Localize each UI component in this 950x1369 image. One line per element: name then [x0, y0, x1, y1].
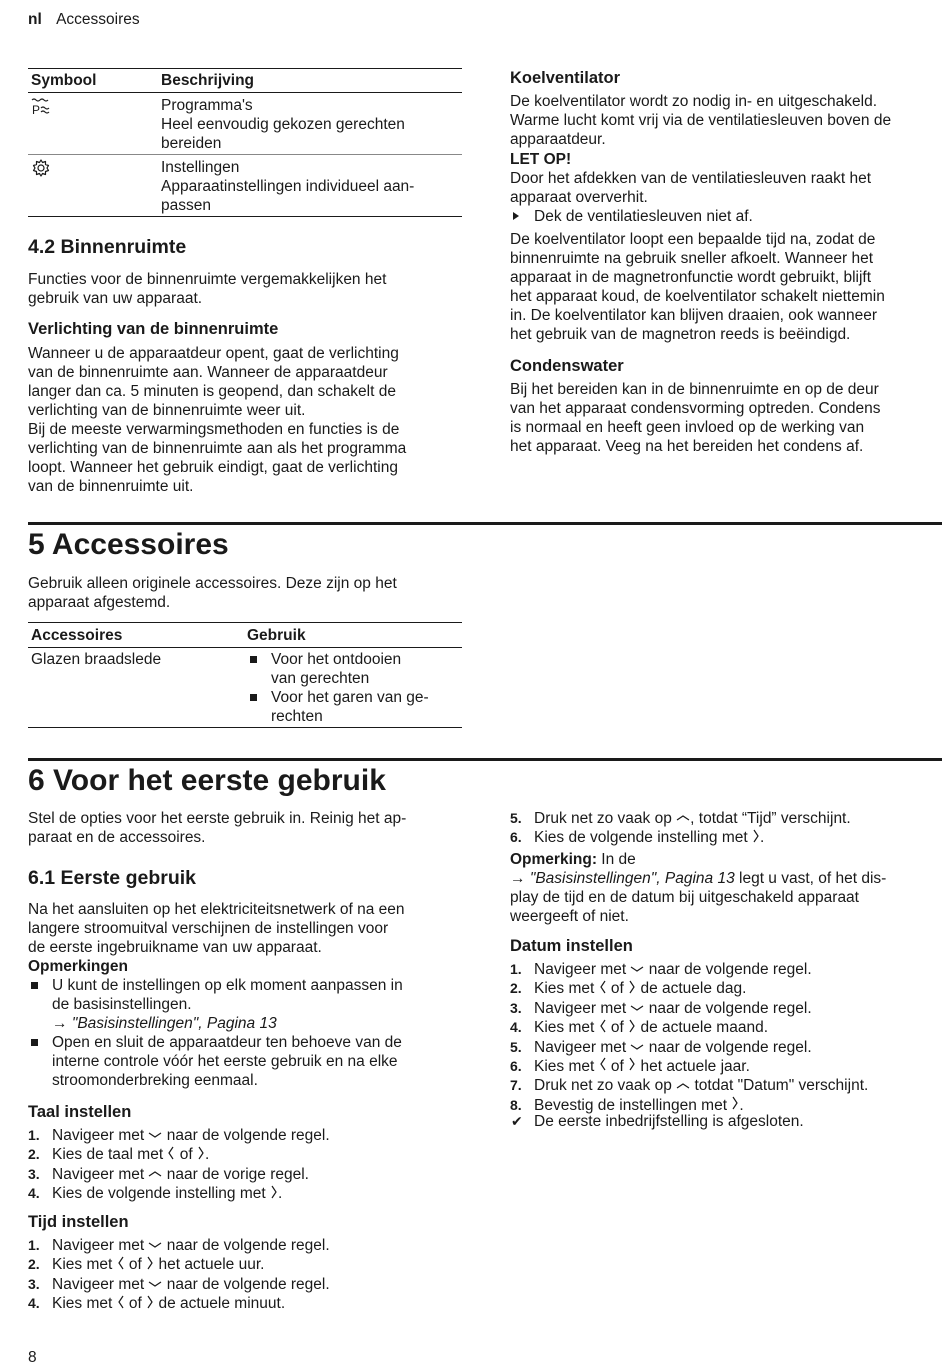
text-line: gebruik van uw apparaat. — [28, 290, 203, 307]
step-text: naar de volgende regel. — [162, 1127, 330, 1144]
text-line: De koelventilator loopt een bepaalde tijd na, zodat de — [510, 231, 876, 248]
chapter-6-rule — [28, 758, 942, 761]
condensation-text — [510, 380, 942, 456]
text-line: langer dan ca. 5 minuten is geopend, dan schakelt de — [28, 383, 396, 400]
list-item — [28, 976, 462, 1033]
step-text: of — [124, 1256, 147, 1274]
cross-reference-text: "Basisinstellingen", Pagina 13 — [71, 1015, 277, 1032]
text-line: weergeeft of niet. — [510, 908, 629, 925]
cooling-fan-heading: Koelventilator — [510, 69, 621, 87]
table-header-rule — [28, 92, 462, 93]
chapter-6-heading: 6 Voor het eerste gebruik — [28, 764, 386, 797]
text-line: Open en sluit de apparaatdeur ten behoeve van de — [52, 1034, 402, 1051]
lighting-heading: Verlichting van de binnenruimte — [28, 320, 279, 338]
step-number: 3. — [28, 1275, 40, 1292]
programs-label: Programma's — [161, 97, 253, 114]
step-text: Kies met — [534, 1019, 599, 1037]
text-line: interne controle vóór het eerste gebruik en na elke — [52, 1053, 398, 1070]
step-text: Kies met — [534, 980, 599, 998]
chevron-left-icon — [599, 980, 607, 999]
text-line: het apparaat koud, de koelventilator schakelt niettemin — [510, 288, 885, 305]
text-line: Warme lucht komt vrij via de ventilatiesleuven boven de — [510, 112, 892, 129]
cross-reference[interactable] — [52, 1014, 462, 1033]
settings-gear-icon — [31, 158, 51, 178]
chevron-right-icon — [197, 1146, 205, 1165]
caution-label: LET OP! — [510, 151, 572, 168]
chevron-down-icon — [630, 999, 644, 1018]
step-item — [510, 1018, 942, 1037]
remark-intro: In de — [596, 851, 636, 868]
step-number: 3. — [28, 1165, 40, 1182]
step-text: de actuele dag. — [636, 980, 747, 998]
remark-text: legt u vast, of het dis- — [734, 870, 887, 887]
chevron-up-icon — [676, 809, 690, 828]
step-text: de actuele minuut. — [154, 1295, 286, 1313]
text-line: langere stroomuitval verschijnen de instellingen voor — [28, 920, 389, 937]
text-line: Functies voor de binnenruimte vergemakkelijken het — [28, 271, 387, 288]
step-text: Druk net zo vaak op — [534, 810, 677, 827]
step-item — [510, 1076, 942, 1095]
chevron-left-icon — [117, 1256, 125, 1275]
row-programs — [161, 96, 461, 153]
step-text: Bevestig de instellingen met — [534, 1096, 732, 1114]
step-number: 2. — [510, 980, 522, 997]
text-line: paraat en de accessoires. — [28, 829, 206, 846]
arrow-right-icon: → — [510, 870, 530, 887]
step-text: of — [606, 1058, 629, 1076]
cooling-fan-text — [510, 92, 942, 344]
language-steps — [28, 1126, 462, 1204]
step-item — [510, 828, 942, 847]
section-4-2-heading: 4.2 Binnenruimte — [28, 236, 187, 258]
step-text: . — [205, 1146, 210, 1164]
chevron-right-icon — [628, 1057, 636, 1076]
text-line: binnenruimte na gebruik sneller afkoelt. Wanneer het — [510, 250, 874, 267]
symbol-table — [28, 71, 462, 91]
result-item — [510, 1112, 950, 1131]
svg-text:P: P — [32, 103, 41, 117]
language-code: nl — [28, 11, 42, 28]
remark-label: Opmerking: — [510, 851, 597, 868]
text-line: in. De koelventilator kan blijven draaien, ook wanneer — [510, 307, 878, 324]
row-settings — [161, 158, 461, 215]
page-number: 8 — [28, 1349, 37, 1366]
page-header — [28, 10, 140, 29]
chevron-right-icon — [628, 980, 636, 999]
text-line: stroomonderbreking eenmaal. — [52, 1072, 258, 1089]
text-line: De koelventilator wordt zo nodig in- en uitgeschakeld. — [510, 93, 878, 110]
text-line: het apparaat. Veeg na het bereiden het condens af. — [510, 438, 864, 455]
notes-heading: Opmerkingen — [28, 958, 128, 975]
text-line: de basisinstellingen. — [52, 996, 192, 1013]
step-number: 4. — [510, 1019, 522, 1036]
text-line: Voor het ontdooien — [271, 651, 402, 668]
text-line: Stel de opties voor het eerste gebruik in. Reinig het ap- — [28, 810, 407, 827]
chevron-down-icon — [630, 960, 644, 979]
text-line: U kunt de instellingen op elk moment aanpassen in — [52, 977, 403, 994]
step-text: naar de volgende regel. — [644, 999, 812, 1017]
chevron-right-icon — [146, 1295, 154, 1314]
step-text: het actuele jaar. — [636, 1058, 750, 1076]
remark — [510, 850, 942, 926]
step-text: Navigeer met — [52, 1165, 149, 1183]
step-text: . — [760, 829, 765, 847]
chevron-left-icon — [599, 1057, 607, 1076]
condensation-heading: Condenswater — [510, 357, 624, 375]
step-text: Navigeer met — [52, 1237, 149, 1254]
step-text: , totdat “Tijd” verschijnt. — [690, 810, 851, 827]
step-number: 6. — [510, 1058, 522, 1075]
acc-table-header-rule — [28, 647, 462, 648]
text-line: Bij de meeste verwarmingsmethoden en functies is de — [28, 421, 400, 438]
result-text: De eerste inbedrijfstelling is afgesloten. — [534, 1113, 804, 1130]
usage-list — [247, 650, 461, 726]
col-usage-header: Gebruik — [247, 627, 306, 644]
programs-desc-line2: bereiden — [161, 135, 222, 152]
step-text: . — [278, 1185, 283, 1203]
step-number: 1. — [28, 1237, 40, 1253]
step-text: Kies de volgende instelling met — [534, 829, 752, 847]
text-line: verlichting van de binnenruimte aan als het programma — [28, 440, 407, 457]
step-text: Navigeer met — [52, 1127, 149, 1144]
step-number: 2. — [28, 1146, 40, 1163]
step-number: 2. — [28, 1256, 40, 1273]
step-item — [510, 999, 942, 1018]
date-setting-heading: Datum instellen — [510, 937, 633, 955]
chapter-5-rule — [28, 522, 942, 525]
programs-desc-line1: Heel eenvoudig gekozen gerechten — [161, 116, 405, 133]
step-number: 1. — [28, 1127, 40, 1143]
step-text: het actuele uur. — [154, 1256, 265, 1274]
chevron-up-icon — [148, 1165, 162, 1184]
section-6-1-text — [28, 900, 462, 1090]
text-line: verlichting van de binnenruimte weer uit. — [28, 402, 306, 419]
step-number: 8. — [510, 1096, 522, 1113]
cross-reference-text[interactable]: "Basisinstellingen", Pagina 13 — [529, 870, 735, 887]
section-4-2-intro — [28, 270, 462, 308]
step-item — [510, 960, 942, 979]
step-text: of — [606, 980, 629, 998]
step-item — [28, 1126, 462, 1145]
date-steps — [510, 960, 942, 1115]
settings-label: Instellingen — [161, 159, 240, 176]
chevron-down-icon — [148, 1275, 162, 1294]
step-text: Navigeer met — [534, 999, 631, 1017]
step-text: Kies met — [52, 1256, 117, 1274]
text-line: play de tijd en de datum bij uitgeschakeld apparaat — [510, 889, 859, 906]
text-line: apparaat oververhit. — [510, 189, 648, 206]
step-text: naar de volgende regel. — [644, 961, 812, 978]
step-item — [28, 1294, 462, 1313]
language-setting-heading: Taal instellen — [28, 1103, 132, 1121]
step-number: 4. — [28, 1185, 40, 1202]
chevron-left-icon — [117, 1295, 125, 1314]
step-item — [28, 1255, 462, 1274]
text-line: Wanneer u de apparaatdeur opent, gaat de verlichting — [28, 345, 399, 362]
text-line: van de binnenruimte aan. Wanneer de apparaatdeur — [28, 364, 388, 381]
chevron-down-icon — [148, 1126, 162, 1145]
chapter-6-intro — [28, 809, 462, 847]
chevron-down-icon — [148, 1236, 162, 1255]
step-text: naar de volgende regel. — [162, 1275, 330, 1293]
step-item — [28, 1165, 462, 1184]
step-text: totdat "Datum" verschijnt. — [690, 1077, 869, 1095]
text-line: van gerechten — [271, 670, 370, 687]
step-text: . — [739, 1096, 744, 1114]
list-item — [247, 650, 461, 688]
step-text: Navigeer met — [534, 1038, 631, 1056]
text-line: van de binnenruimte uit. — [28, 478, 194, 495]
step-text: naar de vorige regel. — [162, 1165, 309, 1183]
step-item — [510, 979, 942, 998]
arrow-right-icon: → — [52, 1015, 72, 1032]
step-number: 5. — [510, 1038, 522, 1055]
chevron-right-icon — [146, 1256, 154, 1275]
text-line: het gebruik van de magnetron reeds is beëindigd. — [510, 326, 851, 343]
list-item — [247, 688, 461, 726]
checkmark-icon: ✔ — [511, 1113, 523, 1129]
text-line: apparaat afgestemd. — [28, 594, 171, 611]
step-text: of — [124, 1295, 147, 1313]
chevron-down-icon — [630, 1038, 644, 1057]
step-text: de actuele maand. — [636, 1019, 768, 1037]
step-number: 5. — [510, 810, 522, 826]
time-steps — [28, 1236, 462, 1314]
step-text: Druk net zo vaak op — [534, 1077, 677, 1095]
text-line: Na het aansluiten op het elektriciteitsnetwerk of na een — [28, 901, 405, 918]
lighting-text — [28, 344, 462, 496]
row-divider — [28, 154, 462, 155]
text-line: apparaat in de magnetronfunctie wordt gebruikt, blijft — [510, 269, 872, 286]
programs-icon — [31, 97, 53, 117]
step-item — [510, 1057, 942, 1076]
notes-list — [28, 976, 462, 1090]
settings-desc-line2: passen — [161, 197, 211, 214]
text-line: van het apparaat condensvorming optreden. Condens — [510, 400, 881, 417]
text-line: Gebruik alleen originele accessoires. Deze zijn op het — [28, 575, 397, 592]
chevron-up-icon — [676, 1077, 690, 1096]
time-setting-heading: Tijd instellen — [28, 1213, 129, 1231]
step-item — [28, 1275, 462, 1294]
chapter-5-intro — [28, 574, 462, 612]
accessory-name: Glazen braadslede — [31, 651, 162, 668]
chapter-5-heading: 5 Accessoires — [28, 528, 229, 561]
step-item — [510, 809, 942, 828]
time-steps-continued — [510, 809, 942, 848]
text-line: Door het afdekken van de ventilatiesleuven raakt het — [510, 170, 872, 187]
step-text: of — [606, 1019, 629, 1037]
step-text: Navigeer met — [52, 1275, 149, 1293]
col-accessories-header: Accessoires — [31, 627, 123, 644]
step-text: Kies met — [534, 1058, 599, 1076]
col-description-header: Beschrijving — [161, 72, 255, 89]
header-title: Accessoires — [56, 11, 140, 28]
step-text: Navigeer met — [534, 961, 631, 978]
settings-desc-line1: Apparaatinstellingen individueel aan- — [161, 178, 415, 195]
text-line: loopt. Wanneer het gebruik eindigt, gaat de verlichting — [28, 459, 398, 476]
step-item — [28, 1236, 462, 1255]
text-line: de eerste ingebruikname van uw apparaat. — [28, 939, 322, 956]
step-text: naar de volgende regel. — [644, 1038, 812, 1056]
text-line: Bij het bereiden kan in de binnenruimte en op de deur — [510, 381, 879, 398]
step-text: Kies de volgende instelling met — [52, 1185, 270, 1203]
text-line: rechten — [271, 708, 323, 725]
step-text: of — [175, 1146, 197, 1164]
step-number: 7. — [510, 1077, 522, 1094]
step-number: 4. — [28, 1295, 40, 1312]
step-text: Kies met — [52, 1295, 117, 1313]
step-item — [28, 1145, 462, 1164]
col-symbol-header: Symbool — [31, 72, 97, 89]
step-item — [510, 1038, 942, 1057]
acc-table-top-rule — [28, 622, 462, 623]
chevron-right-icon — [270, 1185, 278, 1204]
table-bottom-rule — [28, 216, 462, 217]
action-item: Dek de ventilatiesleuven niet af. — [510, 207, 942, 226]
text-line: Voor het garen van ge- — [271, 689, 429, 706]
chevron-right-icon — [752, 829, 760, 848]
step-text: Kies de taal met — [52, 1146, 168, 1164]
acc-table-bottom-rule — [28, 727, 462, 728]
text-line: is normaal en heeft geen invloed op de werking van — [510, 419, 865, 436]
table-top-rule — [28, 68, 462, 69]
text-line: apparaatdeur. — [510, 131, 606, 148]
chevron-left-icon — [599, 1019, 607, 1038]
step-number: 6. — [510, 829, 522, 846]
step-number: 1. — [510, 961, 522, 977]
step-number: 3. — [510, 999, 522, 1016]
chevron-right-icon — [628, 1019, 636, 1038]
section-6-1-heading: 6.1 Eerste gebruik — [28, 867, 196, 889]
step-text: naar de volgende regel. — [162, 1237, 330, 1254]
step-item — [28, 1184, 462, 1203]
list-item — [28, 1033, 462, 1090]
